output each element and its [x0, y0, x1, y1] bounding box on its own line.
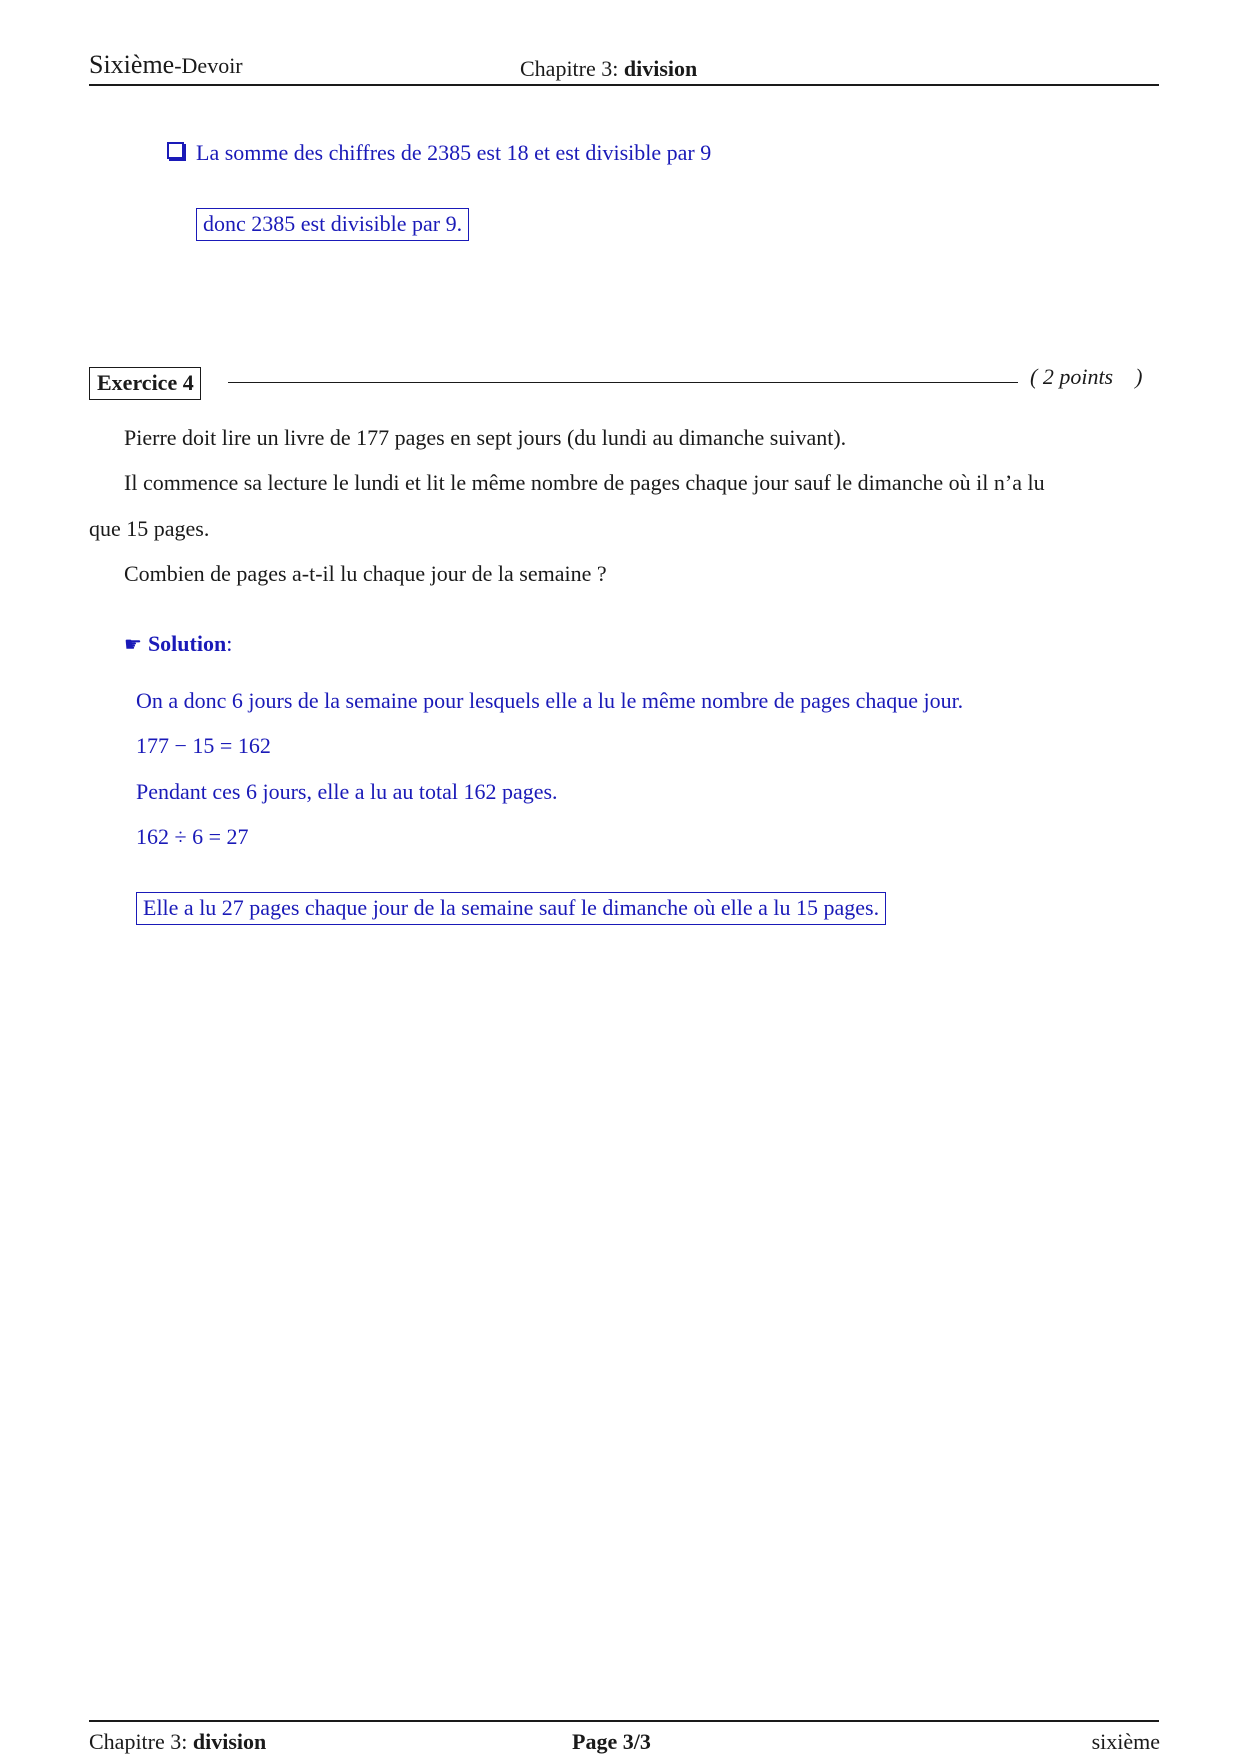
previous-solution-conclusion-box: donc 2385 est divisible par 9.	[196, 208, 469, 241]
exercise-points: ( 2 points )	[1030, 364, 1143, 389]
previous-solution-bullet-text: La somme des chiffres de 2385 est 18 et est divisible par 9	[196, 140, 712, 165]
header-chapter-label: Chapitre 3:	[520, 56, 619, 81]
solution-line-1: On a donc 6 jours de la semaine pour lesquels elle a lu le même nombre de pages chaque jour.	[136, 688, 964, 713]
header-doc-type: Devoir	[181, 53, 243, 78]
pointing-hand-icon: ☛	[124, 634, 142, 656]
footer-chapter	[89, 1729, 266, 1755]
header-level	[89, 50, 243, 80]
exercise-statement-line3: que 15 pages.	[89, 516, 210, 541]
previous-solution-conclusion	[196, 211, 469, 237]
exercise-question: Combien de pages a-t-il lu chaque jour de la semaine ?	[124, 561, 607, 586]
footer-page-number: Page 3/3	[572, 1729, 651, 1754]
exercise-statement-line1: Pierre doit lire un livre de 177 pages en sept jours (du lundi au dimanche suivant).	[124, 425, 847, 450]
solution-conclusion-box: Elle a lu 27 pages chaque jour de la semaine sauf le dimanche où elle a lu 15 pages.	[136, 892, 886, 925]
solution-line-3: Pendant ces 6 jours, elle a lu au total 162 pages.	[136, 779, 558, 804]
solution-heading	[124, 631, 232, 657]
solution-colon: :	[226, 631, 233, 656]
checkbox-icon	[167, 142, 184, 159]
solution-conclusion	[136, 895, 886, 921]
exercise-title: Exercice 4	[89, 367, 201, 400]
header-separator: -	[174, 53, 182, 78]
header-level-text: Sixième	[89, 50, 175, 79]
exercise-statement-line2: Il commence sa lecture le lundi et lit le même nombre de pages chaque jour sauf le dimanche où il n’a lu	[124, 470, 1045, 495]
exercise-rule	[228, 382, 1018, 383]
solution-line-4: 162 ÷ 6 = 27	[136, 824, 249, 849]
footer-rule	[89, 1720, 1159, 1722]
header-chapter	[520, 56, 697, 82]
header-chapter-title: division	[623, 56, 698, 81]
previous-solution-bullet	[167, 140, 711, 166]
solution-line-2: 177 − 15 = 162	[136, 733, 271, 758]
footer-chapter-title: division	[192, 1729, 267, 1754]
solution-label: Solution	[147, 631, 227, 656]
footer-level: sixième	[1091, 1729, 1160, 1754]
footer-chapter-label: Chapitre 3:	[89, 1729, 188, 1754]
header-rule	[89, 84, 1159, 86]
